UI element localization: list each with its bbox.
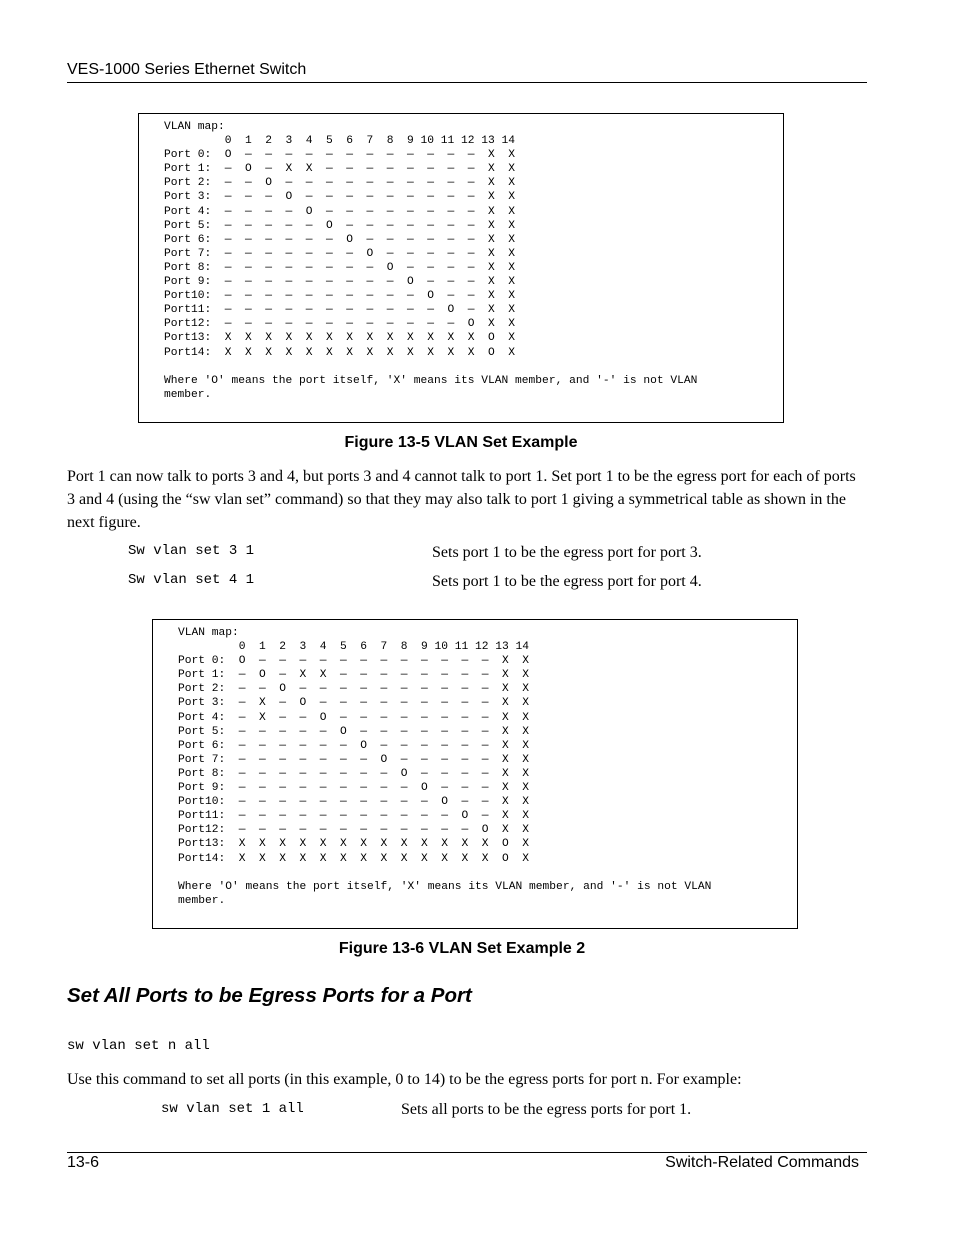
body-paragraph: Port 1 can now talk to ports 3 and 4, but ports 3 and 4 cannot talk to port 1. Set port 1 to be the egress port for each of ports 3 and 4 (using the “sw vlan set” command) so that they may also talk to port 1 giving a symmetrical table as shown in the next figure. — [67, 468, 856, 531]
command-description: Sets port 1 to be the egress port for port 3. — [432, 544, 702, 561]
running-header: VES-1000 Series Ethernet Switch — [67, 61, 307, 78]
body-paragraph: Use this command to set all ports (in this example, 0 to 14) to be the egress ports for port n. For example: — [67, 1071, 742, 1088]
figure-caption: Figure 13-5 VLAN Set Example — [344, 434, 578, 451]
command-description: Sets all ports to be the egress ports for port 1. — [401, 1101, 692, 1118]
section-heading: Set All Ports to be Egress Ports for a Port — [67, 984, 472, 1007]
chapter-title: Switch-Related Commands — [665, 1154, 859, 1171]
page-number: 13-6 — [67, 1154, 100, 1171]
figure-caption: Figure 13-6 VLAN Set Example 2 — [338, 940, 586, 957]
footer-rule — [67, 1152, 867, 1153]
command-example: sw vlan set 1 all — [161, 1101, 304, 1117]
figure-13-5-box — [138, 113, 784, 423]
figure-13-6-box — [152, 619, 798, 929]
vlan-map-code: VLAN map: 0 1 2 3 4 5 6 7 8 9 10 11 12 13 14 Port 0: O — — — — — — — — — — — — X X Port 1: — O — X X — — — — — — — — X X Port 2: — — O — — — — — — — — — — X X Port 3: — X — O — — — — — — — — — X X Port 4: — X — — O — — — — — — — — X X Port 5: — — — — — O — — — — — — — X X Port 6: — — — — — — O — — — — — — X X Port 7: — — — — — — — O — — — — — X X Port 8: — — — — — — — — O — — — — X X Port 9: — — — — — — — — — O — — — X X Port10: — — — — — — — — — — O — — X X Port11: — — — — — — — — — — — O — X X Port12: — — — — — — — — — — — — O X X Port13: X X X X X X X X X X X X X O X Port14: X X X X X X X X X X X X X O X Where 'O' means the port itself, 'X' means its VLAN member, and '-' is not VLAN member. — [178, 627, 712, 907]
command-example: Sw vlan set 4 1 — [128, 572, 255, 588]
command-example: Sw vlan set 3 1 — [128, 543, 255, 559]
header-rule — [67, 82, 867, 83]
vlan-map-code: VLAN map: 0 1 2 3 4 5 6 7 8 9 10 11 12 13 14 Port 0: O — — — — — — — — — — — — X X Port 1: — O — X X — — — — — — — — X X Port 2: — — O — — — — — — — — — — X X Port 3: — — — O — — — — — — — — — X X Port 4: — — — — O — — — — — — — — X X Port 5: — — — — — O — — — — — — — X X Port 6: — — — — — — O — — — — — — X X Port 7: — — — — — — — O — — — — — X X Port 8: — — — — — — — — O — — — — X X Port 9: — — — — — — — — — O — — — X X Port10: — — — — — — — — — — O — — X X Port11: — — — — — — — — — — — O — X X Port12: — — — — — — — — — — — — O X X Port13: X X X X X X X X X X X X X O X Port14: X X X X X X X X X X X X X O X Where 'O' means the port itself, 'X' means its VLAN member, and '-' is not VLAN member. — [164, 121, 698, 401]
command-description: Sets port 1 to be the egress port for port 4. — [432, 573, 702, 590]
command-syntax: sw vlan set n all — [67, 1038, 210, 1054]
